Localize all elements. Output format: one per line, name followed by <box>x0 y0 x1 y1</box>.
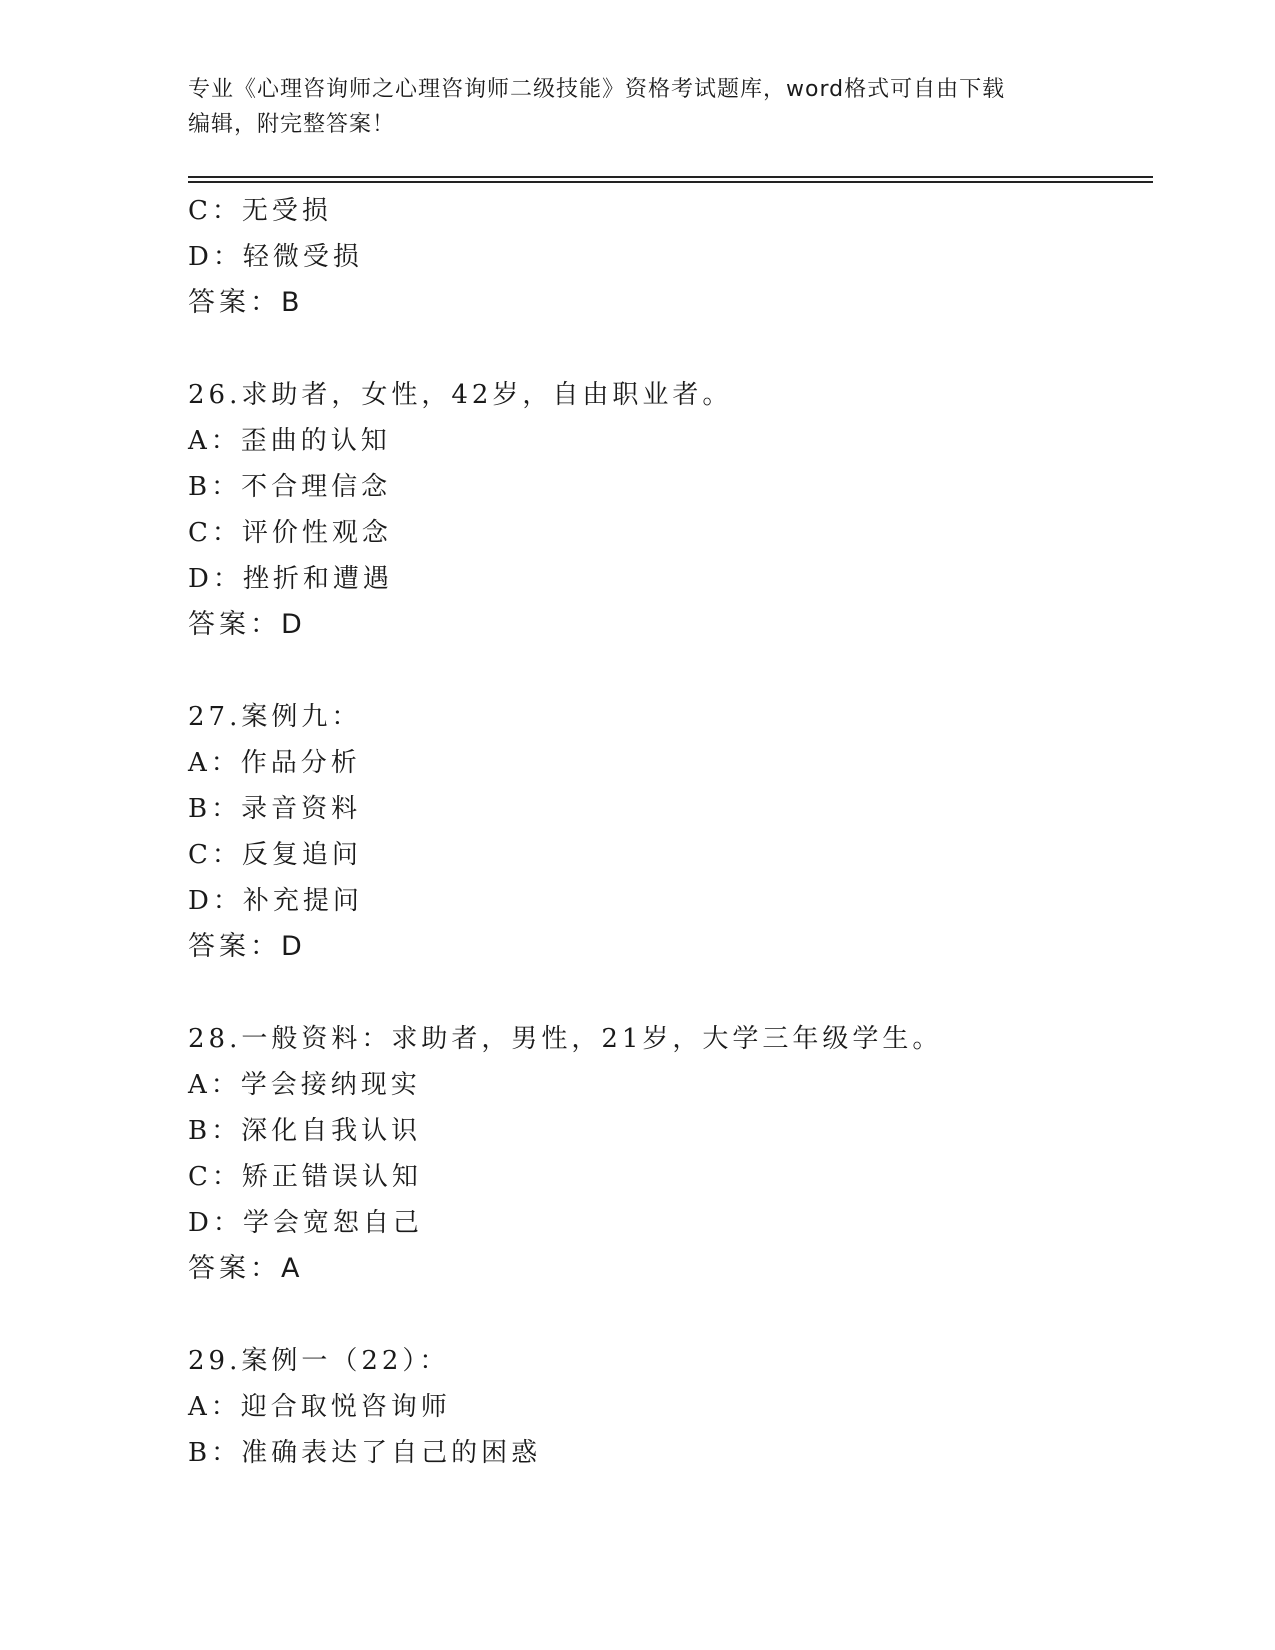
spacer <box>188 970 1148 1016</box>
question-stem: 28.一般资料：求助者，男性，21岁，大学三年级学生。 <box>188 1024 943 1054</box>
document-header <box>188 72 1088 142</box>
option-a: A：迎合取悦咨询师 <box>188 1392 451 1422</box>
question-stem: 26.求助者，女性，42岁，自由职业者。 <box>188 380 733 410</box>
answer-line: 答案：A <box>188 1253 304 1284</box>
option-d: D：学会宽恕自己 <box>188 1208 423 1238</box>
header-divider-bottom <box>188 181 1153 183</box>
question-27 <box>188 694 1148 970</box>
option-d: D：挫折和遭遇 <box>188 564 393 594</box>
spacer <box>188 648 1148 694</box>
option-b: B：准确表达了自己的困惑 <box>188 1438 542 1468</box>
question-29 <box>188 1338 1148 1476</box>
question-28 <box>188 1016 1148 1292</box>
option-c: C：无受损 <box>188 196 332 226</box>
option-b: B：录音资料 <box>188 794 362 824</box>
header-line-2: 编辑，附完整答案！ <box>188 112 396 137</box>
option-c: C：反复追问 <box>188 840 362 870</box>
answer-line: 答案：D <box>188 609 306 640</box>
answer-line: 答案：D <box>188 931 306 962</box>
option-b: B：深化自我认识 <box>188 1116 422 1146</box>
option-b: B：不合理信念 <box>188 472 392 502</box>
question-stem: 27.案例九： <box>188 702 362 732</box>
option-c: C：评价性观念 <box>188 518 392 548</box>
spacer <box>188 1292 1148 1338</box>
question-25 <box>188 188 1148 326</box>
question-list <box>188 188 1148 1476</box>
option-c: C：矫正错误认知 <box>188 1162 422 1192</box>
option-a: A：作品分析 <box>188 748 361 778</box>
option-a: A：学会接纳现实 <box>188 1070 421 1100</box>
option-d: D：轻微受损 <box>188 242 363 272</box>
header-line-1: 专业《心理咨询师之心理咨询师二级技能》资格考试题库，word格式可自由下载 <box>188 77 1006 102</box>
option-d: D：补充提问 <box>188 886 363 916</box>
question-stem: 29.案例一（22）： <box>188 1346 450 1376</box>
question-26 <box>188 372 1148 648</box>
option-a: A：歪曲的认知 <box>188 426 391 456</box>
header-divider-top <box>188 176 1153 178</box>
spacer <box>188 326 1148 372</box>
answer-line: 答案：B <box>188 287 304 318</box>
